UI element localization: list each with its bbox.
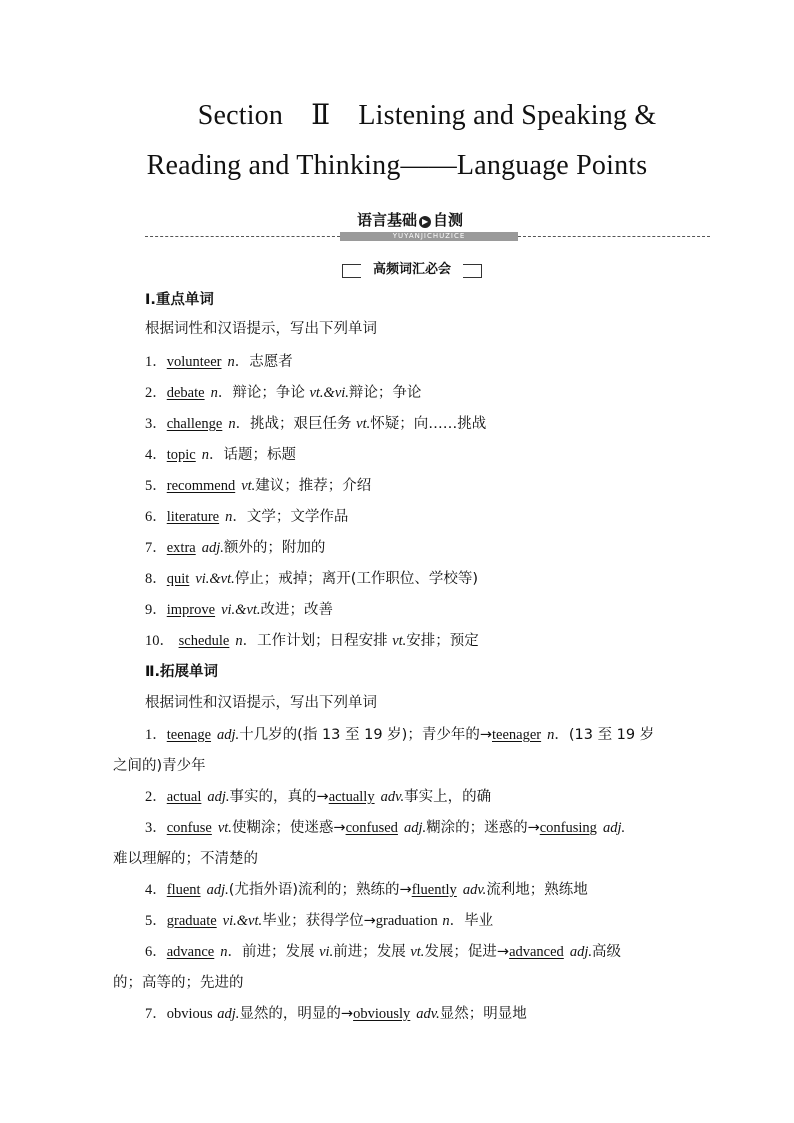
list-item: 6．literature n．文学；文学作品 [145, 509, 349, 525]
list-item: 1．teenage adj.十几岁的(指 13 至 19 岁)；青少年的→teenager n．(13 至 19 岁 [145, 727, 655, 743]
banner-dashed-line-left [145, 236, 340, 237]
list-item-continuation: 之间的)青少年 [113, 758, 206, 774]
banner-label: 语言基础 ▶ 自测 [357, 211, 464, 229]
list-item: 3．confuse vt.使糊涂；使迷惑→confused adj.糊涂的；迷惑的→confusing adj. [145, 820, 626, 836]
list-item: 7．obvious adj.显然的，明显的→obviously adv.显然；明显地 [145, 1006, 527, 1022]
list-item: 2．debate n．辩论；争论 vt.&vi.辩论；争论 [145, 385, 422, 401]
document-title-line-2: Reading and Thinking——Language Points [146, 150, 648, 181]
section-instruction-2: 根据词性和汉语提示，写出下列单词 [145, 695, 377, 711]
list-item: 4．fluent adj.(尤指外语)流利的；熟练的→fluently adv.流利地；熟练地 [145, 882, 588, 898]
list-item: 3．challenge n．挑战；艰巨任务 vt.怀疑；向……挑战 [145, 416, 487, 432]
banner-pinyin: YUYANJICHUZICE [340, 232, 518, 241]
section-heading-1: Ⅰ.重点单词 [145, 292, 214, 308]
list-item-continuation: 难以理解的；不清楚的 [113, 851, 258, 867]
arrow-circle-icon: ▶ [419, 216, 431, 228]
list-item: 5．recommend vt.建议；推荐；介绍 [145, 478, 372, 494]
list-item: 8．quit vi.&vt.停止；戒掉；离开(工作职位、学校等) [145, 571, 479, 587]
list-item: 5．graduate vi.&vt.毕业；获得学位→graduation n．毕业 [145, 913, 494, 929]
section-instruction-1: 根据词性和汉语提示，写出下列单词 [145, 321, 377, 337]
section-heading-2: Ⅱ.拓展单词 [145, 664, 219, 680]
subsection-tag: 高频词汇必会 [342, 260, 482, 280]
list-item: 9．improve vi.&vt.改进；改善 [145, 602, 334, 618]
list-item-continuation: 的；高等的；先进的 [113, 975, 244, 991]
list-item: 2．actual adj.事实的，真的→actually adv.事实上，的确 [145, 789, 492, 805]
section-banner [145, 208, 710, 248]
list-item: 1．volunteer n．志愿者 [145, 354, 293, 370]
list-item: 7．extra adj.额外的；附加的 [145, 540, 326, 556]
banner-dashed-line-right [518, 236, 710, 237]
list-item: 4．topic n．话题；标题 [145, 447, 296, 463]
list-item: 10． schedule n．工作计划；日程安排 vt.安排；预定 [145, 633, 479, 649]
document-title-line-1: Section Ⅱ Listening and Speaking & [197, 100, 657, 131]
list-item: 6．advance n．前进；发展 vi.前进；发展 vt.发展；促进→advanced adj.高级 [145, 944, 621, 960]
